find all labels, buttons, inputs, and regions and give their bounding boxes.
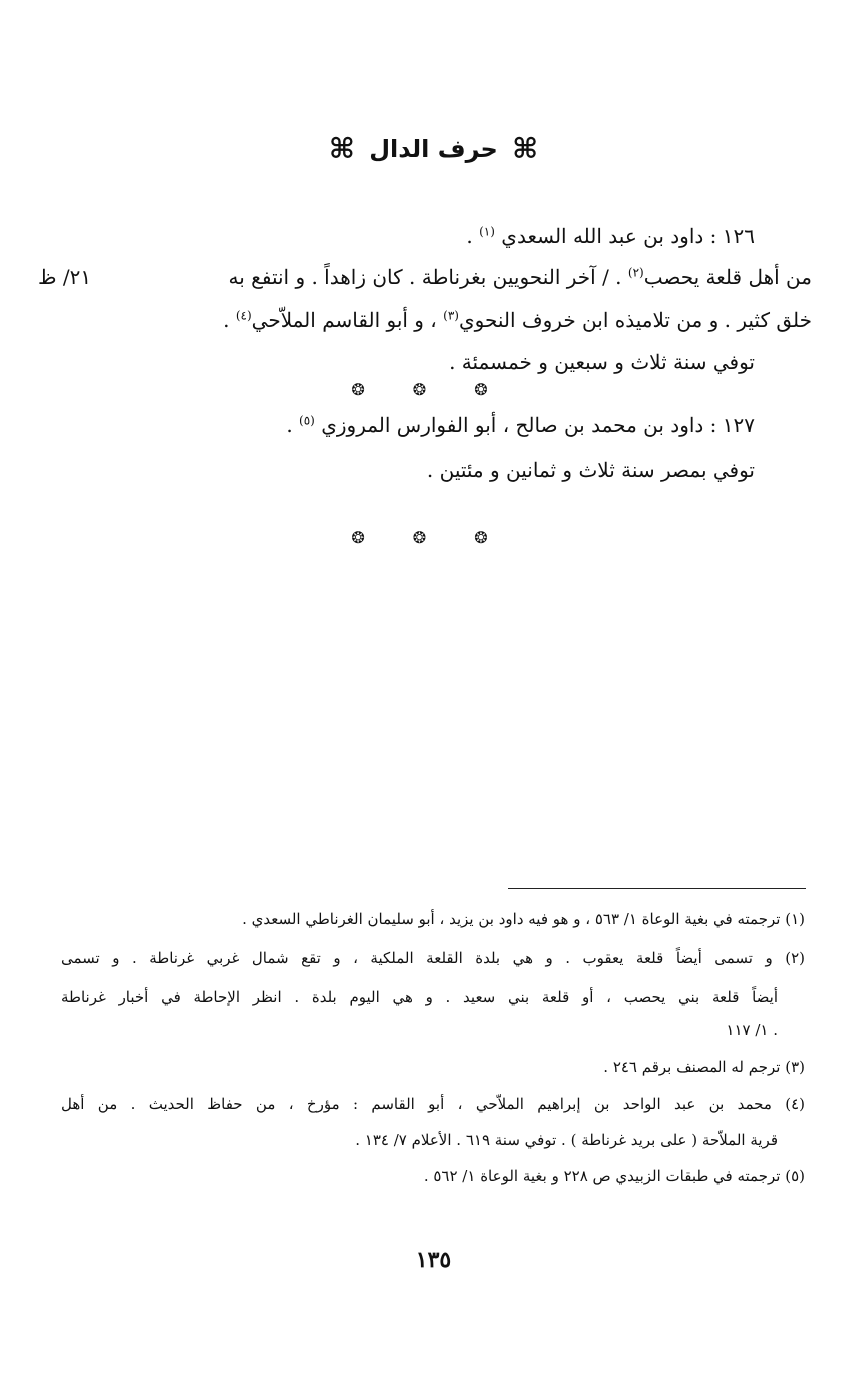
ornament-right-icon: ⌘ — [512, 132, 539, 165]
entry-127-heading — [286, 410, 755, 440]
entry-126-heading — [466, 221, 755, 251]
separator-mark-icon: ❂ — [351, 380, 393, 399]
entry-126-line-3-mid: ، و أبو القاسم الملاّحي — [251, 308, 437, 332]
footnote-1: (١) ترجمته في بغية الوعاة ١/ ٥٦٣ ، و هو فيه داود بن يزيد ، أبو سليمان الغرناطي السعدي . — [242, 910, 805, 928]
separator-mark-icon: ❂ — [351, 528, 393, 547]
footnote-ref-5: (٥) — [299, 413, 315, 428]
chapter-header — [0, 128, 867, 169]
footnote-ref-2: (٢) — [627, 265, 644, 280]
ornament-left-icon: ⌘ — [328, 132, 355, 165]
footnote-4-line-2: قرية الملاّحة ( على بريد غرناطة ) . توفي سنة ٦١٩ . الأعلام ٧/ ١٣٤ . — [355, 1131, 778, 1149]
separator-mark-icon: ❂ — [412, 380, 455, 399]
entry-127-death: توفي بمصر سنة ثلاث و ثمانين و مئتين . — [426, 458, 755, 482]
footnote-2-line-1: (٢) و تسمى أيضاً قلعة يعقوب . و هي بلدة القلعة الملكية ، و تقع شمال غربي غرناطة . و تسمى — [61, 949, 805, 967]
entry-126-line-2-rest: . / آخر النحويين بغرناطة . كان زاهداً . و انتفع به — [228, 265, 622, 289]
entry-126-death: توفي سنة ثلاث و سبعين و خمسمئة . — [449, 350, 755, 374]
footnote-2-line-2: أيضاً قلعة بني يحصب ، أو قلعة بني سعيد . و هي اليوم بلدة . انظر الإحاطة في أخبار غرناطة — [61, 988, 778, 1006]
footnote-ref-3: (٣) — [443, 308, 459, 323]
separator-mark-icon: ❂ — [474, 528, 516, 547]
separator-1 — [0, 380, 867, 400]
margin-folio-note: ٢١/ ظ — [38, 265, 92, 289]
footnote-2-line-3: ١/ ١١٧ . — [726, 1021, 778, 1039]
separator-mark-icon: ❂ — [474, 380, 516, 399]
entry-126-line-3-end: . — [223, 308, 230, 332]
entry-127-name-end: . — [286, 413, 293, 437]
entry-126-line-3 — [223, 305, 812, 335]
footnote-4-line-1: (٤) محمد بن عبد الواحد بن إبراهيم الملاّحي ، أبو القاسم : مؤرخ ، من حفاظ الحديث . من أهل — [61, 1095, 805, 1113]
footnote-5: (٥) ترجمته في طبقات الزبيدي ص ٢٢٨ و بغية الوعاة ١/ ٥٦٢ . — [423, 1167, 805, 1185]
entry-126-line-2-text — [229, 262, 812, 292]
footnote-ref-1: (١) — [479, 224, 495, 239]
footnote-ref-4: (٤) — [235, 308, 252, 323]
entry-127-name: ١٢٧ : داود بن محمد بن صالح ، أبو الفوارس المروزي — [321, 413, 755, 437]
chapter-title: حرف الدال — [369, 135, 498, 163]
footnote-divider — [508, 888, 806, 889]
separator-2 — [0, 528, 867, 548]
page-number: ١٣٥ — [415, 1247, 452, 1273]
separator-mark-icon: ❂ — [412, 528, 455, 547]
entry-126-line-3-main: خلق كثير . و من تلاميذه ابن خروف النحوي — [458, 308, 812, 332]
entry-126-name-end: . — [466, 224, 473, 248]
entry-126-line-2-main: من أهل قلعة يحصب — [643, 265, 812, 289]
entry-126-name: ١٢٦ : داود بن عبد الله السعدي — [501, 224, 755, 248]
footnote-3: (٣) ترجم له المصنف برقم ٢٤٦ . — [603, 1058, 805, 1076]
entry-126-line-2 — [38, 262, 812, 292]
